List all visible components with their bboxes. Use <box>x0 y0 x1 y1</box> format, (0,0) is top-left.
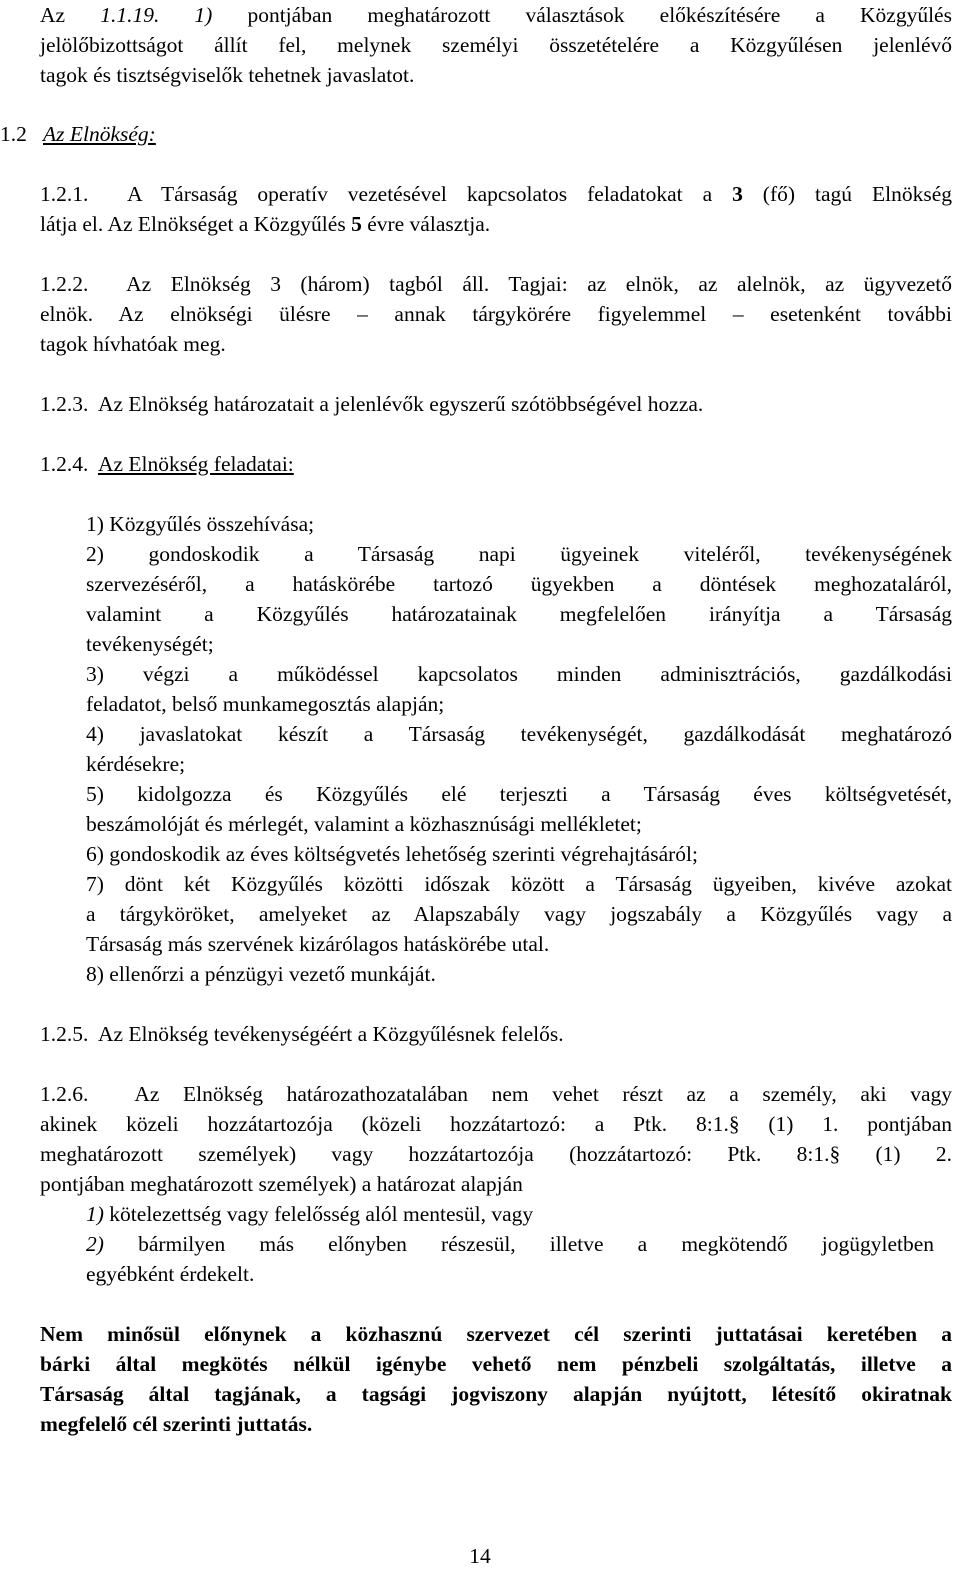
clause-1-2-6-line-4: pontjában meghatározott személyek) a határozat alapján <box>40 1172 523 1196</box>
task-5-line-1: 5) kidolgozza és Közgyűlés elé terjeszti a Társaság éves költségvetését, <box>86 782 952 806</box>
clause-1-2-4 <box>40 449 952 479</box>
intro-line-3: tagok és tisztségviselők tehetnek javaslatot. <box>40 63 415 87</box>
section-heading <box>0 119 300 149</box>
member-count: 3 <box>732 182 743 206</box>
page-number: 14 <box>469 1544 491 1568</box>
task-2-line-4: tevékenységét; <box>86 632 214 656</box>
term-years: 5 <box>351 212 362 236</box>
section-number: 1.2 <box>0 122 27 146</box>
condition-1 <box>86 1199 952 1229</box>
clause-1-2-1-line-1 <box>40 179 952 209</box>
task-5-line-2: beszámolóját és mérlegét, valamint a közhasznúsági mellékletet; <box>86 812 642 836</box>
task-7-line-3: Társaság más szervének kizárólagos hatáskörébe utal. <box>86 932 550 956</box>
condition-marker: 1) <box>86 1202 104 1226</box>
task-2-line-1: 2) gondoskodik a Társaság napi ügyeinek viteléről, tevékenységének <box>86 542 952 566</box>
clause-1-2-2-line-2: elnök. Az elnökségi ülésre – annak tárgykörére figyelemmel – esetenként további <box>40 302 952 326</box>
task-3-line-1: 3) végzi a működéssel kapcsolatos minden adminisztrációs, gazdálkodási <box>86 662 952 686</box>
condition-text: bármilyen más előnyben részesül, illetve a megkötendő jogügyletben <box>138 1232 935 1256</box>
bold-note-line-1: Nem minősül előnynek a közhasznú szervezet cél szerinti juttatásai keretében a <box>40 1322 952 1346</box>
task-4-line-1: 4) javaslatokat készít a Társaság tevékenységét, gazdálkodását meghatározó <box>86 722 952 746</box>
clause-1-2-5 <box>40 1019 952 1049</box>
section-reference: 1.1.19. 1) <box>100 3 213 27</box>
task-2-line-3: valamint a Közgyűlés határozatainak megfelelően irányítja a Társaság <box>86 602 952 626</box>
clause-1-2-2-line-3: tagok hívhatóak meg. <box>40 332 226 356</box>
condition-2-line-2: egyébként érdekelt. <box>86 1262 255 1286</box>
condition-2-line-1 <box>86 1229 934 1259</box>
intro-line-1: Az 1.1.19. 1) pontjában meghatározott választások előkészítésére a Közgyűlés <box>40 3 952 27</box>
clause-1-2-1-line-2 <box>40 209 952 239</box>
clause-1-2-2-line-1 <box>40 269 952 299</box>
task-7-line-2: a tárgyköröket, amelyeket az Alapszabály vagy jogszabály a Közgyűlés vagy a <box>86 902 952 926</box>
clause-title: Az Elnökség feladatai: <box>97 452 294 476</box>
clause-1-2-6-line-1 <box>40 1079 952 1109</box>
task-4-line-2: kérdésekre; <box>86 752 186 776</box>
clause-text: látja el. Az Elnökséget a Közgyűlés <box>40 212 352 236</box>
clause-text: Az Elnökség 3 (három) tagból áll. Tagjai: az elnök, az alelnök, az ügyvezető <box>126 272 952 296</box>
clause-1-2-6-line-3: meghatározott személyek) vagy hozzátartozója (hozzátartozó: Ptk. 8:1.§ (1) 2. <box>40 1142 952 1166</box>
clause-text: Az Elnökség határozathozatalában nem vehet részt az a személy, aki vagy <box>134 1082 952 1106</box>
intro-line-2: jelölőbizottságot állít fel, melynek személyi összetételére a Közgyűlésen jelenlévő <box>40 33 952 57</box>
clause-text: A Társaság operatív vezetésével kapcsolatos feladatokat a <box>127 182 733 206</box>
clause-number: 1.2.5. <box>40 1022 89 1046</box>
task-6: 6) gondoskodik az éves költségvetés lehetőség szerinti végrehajtásáról; <box>86 842 698 866</box>
bold-note-line-3: Társaság által tagjának, a tagsági jogviszony alapján nyújtott, létesítő okiratnak <box>40 1382 952 1406</box>
clause-text: Az Elnökség tevékenységéért a Közgyűlésnek felelős. <box>97 1022 564 1046</box>
condition-text: kötelezettség vagy felelősség alól mentesül, vagy <box>109 1202 534 1226</box>
clause-number: 1.2.3. <box>40 392 89 416</box>
section-title: Az Elnökség: <box>43 122 156 146</box>
clause-number: 1.2.2. <box>40 272 89 296</box>
clause-1-2-6-line-2: akinek közeli hozzátartozója (közeli hozzátartozó: a Ptk. 8:1.§ (1) 1. pontjában <box>40 1112 952 1136</box>
bold-note-line-2: bárki által megkötés nélkül igénybe vehető nem pénzbeli szolgáltatás, illetve a <box>40 1352 952 1376</box>
clause-number: 1.2.6. <box>40 1082 89 1106</box>
clause-text: Az Elnökség határozatait a jelenlévők egyszerű szótöbbségével hozza. <box>97 392 704 416</box>
clause-1-2-3 <box>40 389 952 419</box>
task-8: 8) ellenőrzi a pénzügyi vezető munkáját. <box>86 962 436 986</box>
task-3-line-2: feladatot, belső munkamegosztás alapján; <box>86 692 445 716</box>
clause-number: 1.2.4. <box>40 452 89 476</box>
clause-number: 1.2.1. <box>40 182 89 206</box>
condition-marker: 2) <box>86 1232 104 1256</box>
bold-note-line-4: megfelelő cél szerinti juttatás. <box>40 1412 313 1436</box>
task-7-line-1: 7) dönt két Közgyűlés közötti időszak között a Társaság ügyeiben, kivéve azokat <box>86 872 952 896</box>
clause-text: (fő) tagú Elnökség <box>742 182 952 206</box>
task-1: 1) Közgyűlés összehívása; <box>86 512 315 536</box>
task-2-line-2: szervezéséről, a hatáskörébe tartozó ügyekben a döntések meghozataláról, <box>86 572 952 596</box>
clause-text: évre választja. <box>361 212 491 236</box>
